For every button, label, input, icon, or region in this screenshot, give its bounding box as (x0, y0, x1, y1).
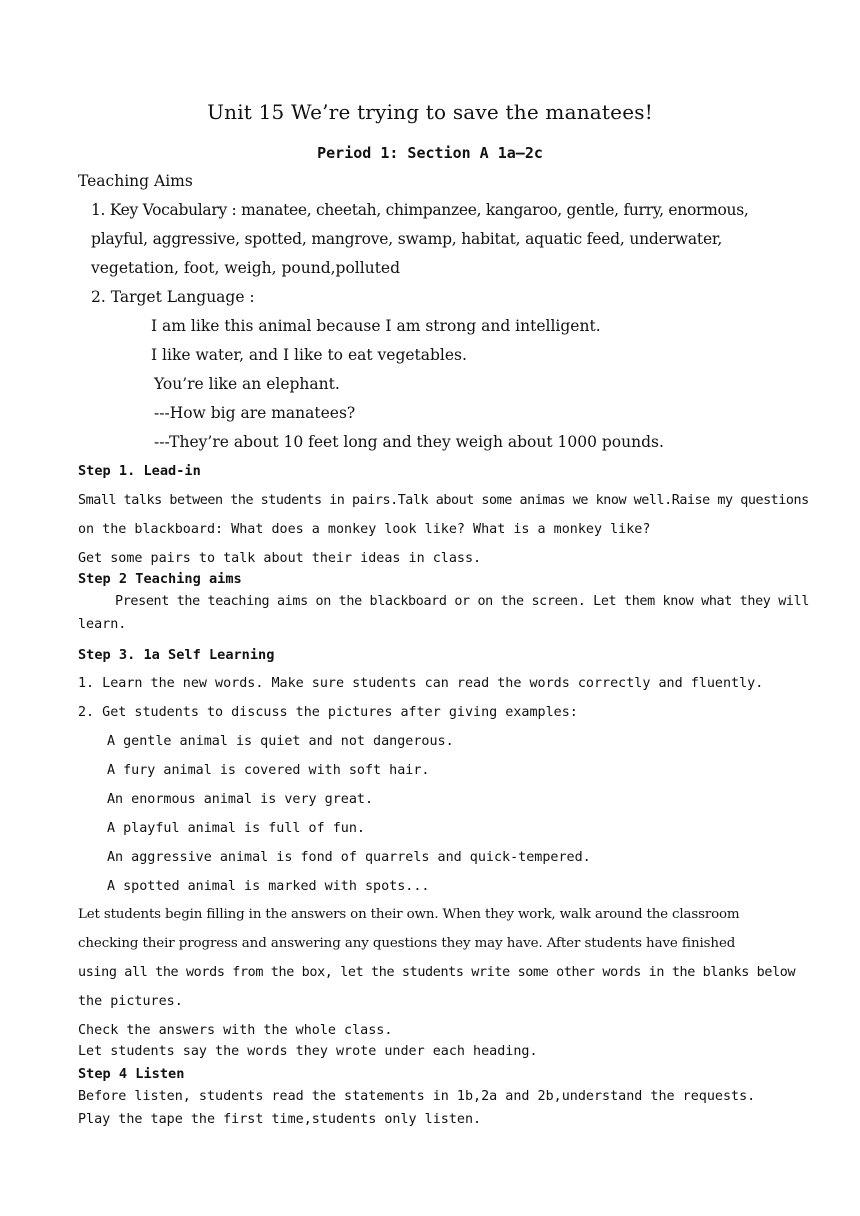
target-line-3: You’re like an elephant. (154, 375, 340, 393)
target-line-5: ---They’re about 10 feet long and they weigh about 1000 pounds. (154, 433, 664, 451)
document-title: Unit 15 We’re trying to save the manatees! (207, 100, 653, 124)
step3-para-line-1: Let students begin filling in the answers on their own. When they work, walk around the classroom (78, 907, 740, 922)
target-line-2: I like water, and I like to eat vegetables. (151, 346, 467, 364)
target-line-4: ---How big are manatees? (154, 404, 356, 422)
step1-heading: Step 1. Lead-in (78, 463, 201, 479)
teaching-aims-heading: Teaching Aims (78, 172, 193, 190)
step3-item-1: 1. Learn the new words. Make sure students can read the words correctly and fluently. (78, 676, 764, 691)
step3-para-line-3: using all the words from the box, let the students write some other words in the blanks below (78, 965, 796, 980)
step3-say-line: Let students say the words they wrote under each heading. (78, 1044, 538, 1059)
step3-check-line: Check the answers with the whole class. (78, 1023, 393, 1038)
example-line-2: A fury animal is covered with soft hair. (107, 763, 430, 778)
target-line-1: I am like this animal because I am strong and intelligent. (151, 317, 601, 335)
example-line-3: An enormous animal is very great. (107, 792, 374, 807)
target-language-heading: 2. Target Language : (91, 288, 255, 306)
step4-heading: Step 4 Listen (78, 1066, 185, 1082)
example-line-6: A spotted animal is marked with spots... (107, 879, 430, 894)
example-line-5: An aggressive animal is fond of quarrels and quick-tempered. (107, 850, 591, 865)
step3-para-line-2: checking their progress and answering any questions they may have. After students have finished (78, 936, 736, 951)
step1-line-2: on the blackboard: What does a monkey look like? What is a monkey like? (78, 522, 651, 537)
step2-heading: Step 2 Teaching aims (78, 571, 242, 587)
step1-line-3: Get some pairs to talk about their ideas in class. (78, 551, 482, 566)
vocab-line-2: playful, aggressive, spotted, mangrove, swamp, habitat, aquatic feed, underwater, (91, 230, 723, 248)
vocab-line-1: 1. Key Vocabulary : manatee, cheetah, chimpanzee, kangaroo, gentle, furry, enormous, (91, 201, 749, 219)
step4-line-1: Before listen, students read the statements in 1b,2a and 2b,understand the requests. (78, 1089, 756, 1104)
example-line-4: A playful animal is full of fun. (107, 821, 365, 836)
step1-line-1: Small talks between the students in pairs.Talk about some animas we know well.Raise my questions (78, 493, 809, 508)
step2-line-1: Present the teaching aims on the blackboard or on the screen. Let them know what they will (115, 594, 810, 609)
vocab-line-3: vegetation, foot, weigh, pound,polluted (91, 259, 401, 277)
document-subtitle: Period 1: Section A 1a—2c (317, 144, 543, 162)
step3-para-line-4: the pictures. (78, 994, 183, 1009)
example-line-1: A gentle animal is quiet and not dangerous. (107, 734, 454, 749)
step3-heading: Step 3. 1a Self Learning (78, 647, 275, 663)
step4-line-2: Play the tape the first time,students only listen. (78, 1112, 482, 1127)
step2-line-2: learn. (78, 617, 127, 632)
step3-item-2: 2. Get students to discuss the pictures after giving examples: (78, 705, 578, 720)
